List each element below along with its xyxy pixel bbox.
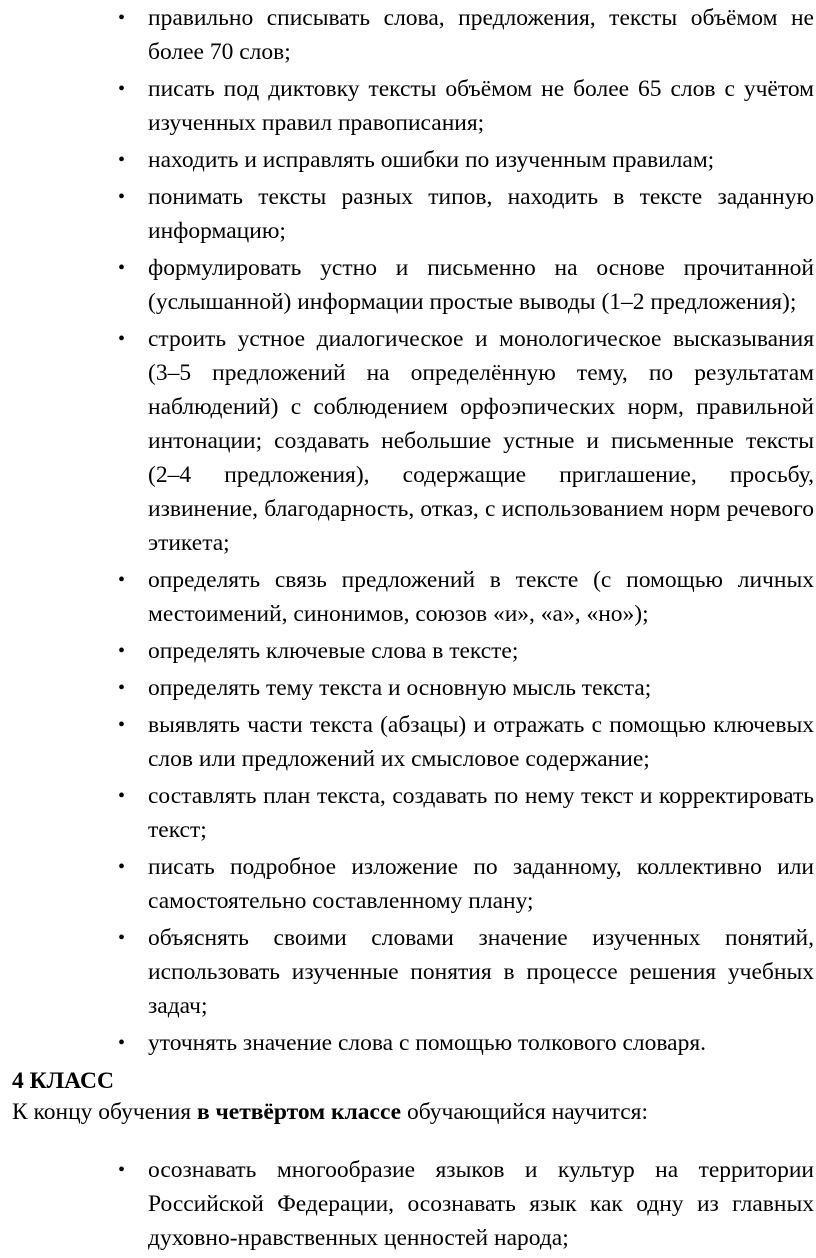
- list-item: • определять тему текста и основную мысль текста;: [148, 671, 814, 705]
- list-item: • писать подробное изложение по заданному, коллективно или самостоятельно составленному плану;: [148, 850, 814, 918]
- intro-text-start: К концу обучения: [12, 1099, 197, 1125]
- list-item: • выявлять части текста (абзацы) и отражать с помощью ключевых слов или предложений их смысловое содержание;: [148, 708, 814, 776]
- list-item: • осознавать многообразие языков и культур на территории Российской Федерации, осознавать язык как одну из главных духовно-нравственных ценностей народа;: [148, 1153, 814, 1255]
- list-item: • строить устное диалогическое и монологическое высказывания (3–5 предложений на определённую тему, по результатам наблюдений) с соблюдением орфоэпических норм, правильной интонации; создавать небольшие устные и письменные тексты (2–4 предложения), содержащие приглашение, просьбу, извинение, благодарность, отказ, с использованием норм речевого этикета;: [148, 322, 814, 560]
- section-heading: 4 КЛАСС: [12, 1068, 114, 1094]
- list-item: • понимать тексты разных типов, находить в тексте заданную информацию;: [148, 180, 814, 248]
- outcomes-list-grade-4: [148, 1153, 814, 1255]
- list-item: • составлять план текста, создавать по нему текст и корректировать текст;: [148, 779, 814, 847]
- intro-text-end: обучающийся научится:: [401, 1099, 648, 1125]
- list-item: • писать под диктовку тексты объёмом не более 65 слов с учётом изученных правил правописания;: [148, 72, 814, 140]
- list-item: • формулировать устно и письменно на основе прочитанной (услышанной) информации простые выводы (1–2 предложения);: [148, 251, 814, 319]
- section-intro: [12, 1097, 648, 1127]
- intro-text-bold: в четвёртом классе: [196, 1099, 402, 1125]
- list-item: • объяснять своими словами значение изученных понятий, использовать изученные понятия в процессе решения учебных задач;: [148, 921, 814, 1023]
- list-item: • уточнять значение слова с помощью толкового словаря.: [148, 1026, 814, 1060]
- list-item: • определять ключевые слова в тексте;: [148, 634, 814, 668]
- outcomes-list-grade-3: [148, 1, 814, 1060]
- list-item: • правильно списывать слова, предложения, тексты объёмом не более 70 слов;: [148, 1, 814, 69]
- list-item: • определять связь предложений в тексте (с помощью личных местоимений, синонимов, союзов «и», «а», «но»);: [148, 563, 814, 631]
- list-item: • находить и исправлять ошибки по изученным правилам;: [148, 143, 814, 177]
